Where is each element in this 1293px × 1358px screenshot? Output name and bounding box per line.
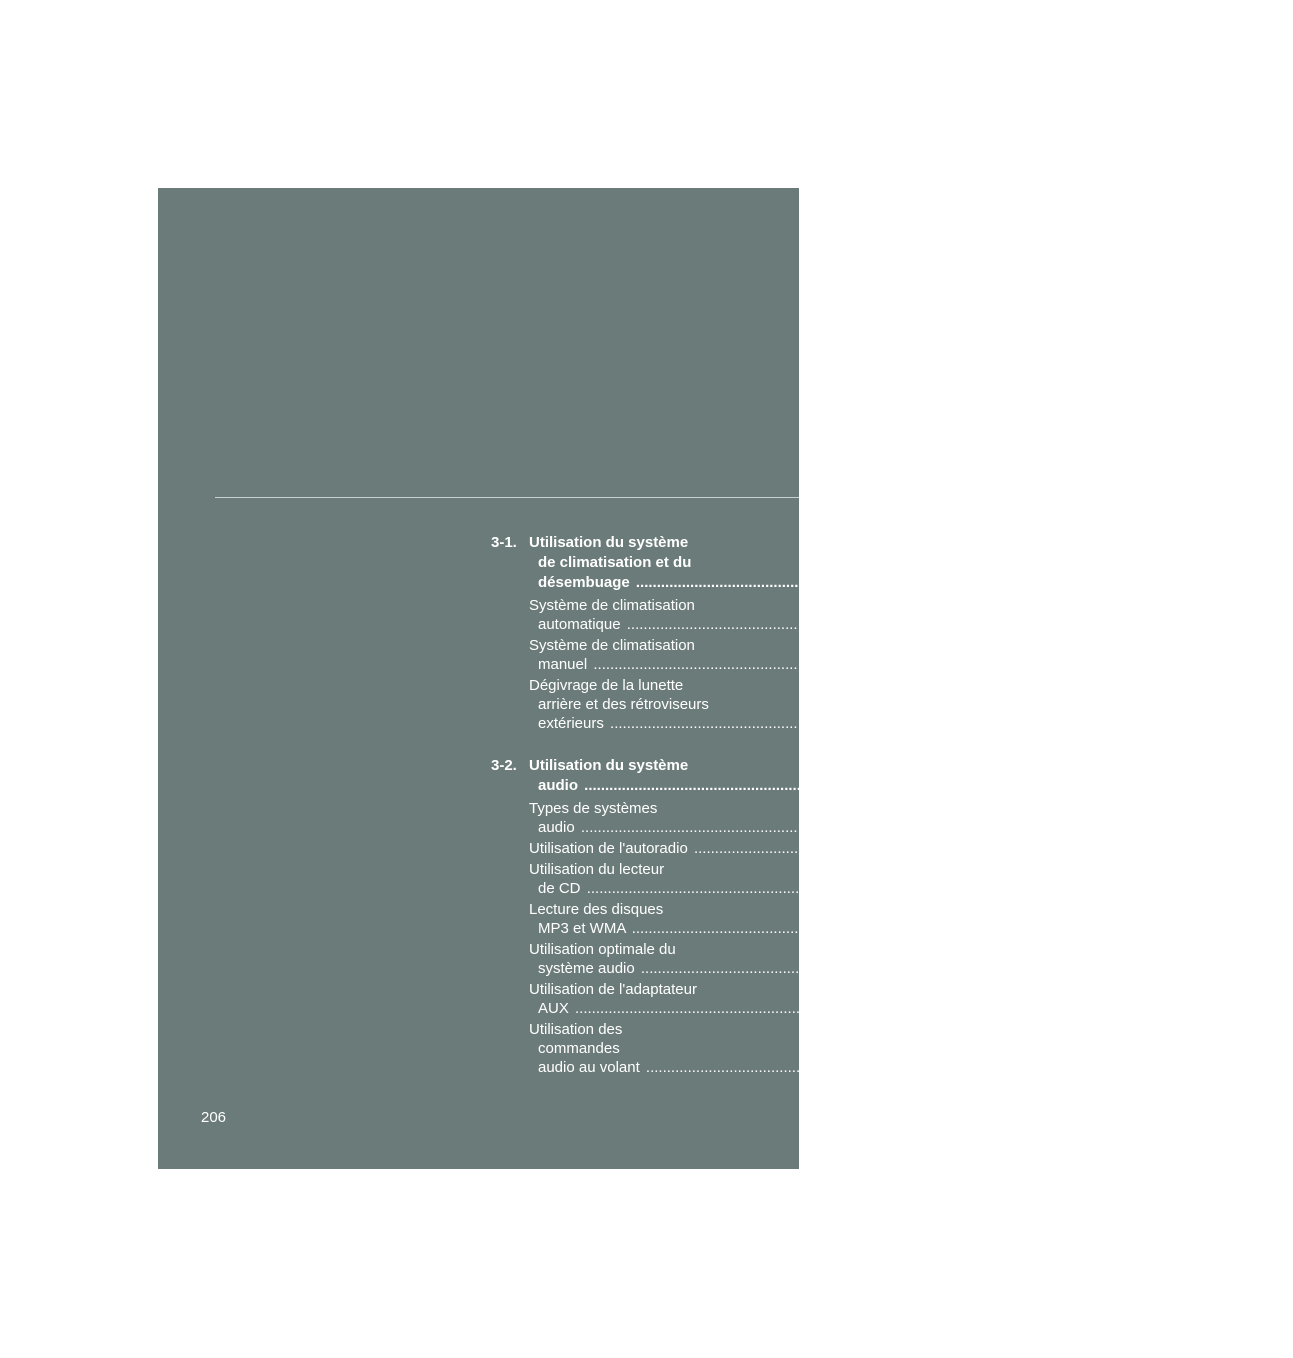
entry-title-line: Système de climatisation — [529, 597, 695, 614]
section-page-number: 208 — [1209, 574, 1235, 591]
entry-page-number: 225 — [1267, 840, 1293, 857]
toc-entry[interactable] — [491, 860, 1186, 898]
leader-dots — [575, 1000, 1142, 1017]
toc-entry[interactable] — [491, 676, 1210, 733]
section-number: 3-2. — [491, 757, 517, 774]
entry-title-line: audio — [538, 819, 575, 836]
entry-title-line: Système de climatisation — [529, 637, 695, 654]
toc-entries-3-2 — [491, 799, 1293, 1077]
toc-entry[interactable] — [491, 799, 1180, 837]
entry-title-line: AUX — [538, 1000, 569, 1017]
leader-dots — [627, 616, 1194, 633]
entry-title-line: système audio — [538, 960, 635, 977]
section-page-number: 222 — [1158, 777, 1184, 794]
leader-dots — [584, 777, 1151, 794]
entry-page-number: 221 — [1183, 715, 1210, 732]
toc-entry[interactable] — [491, 1020, 1245, 1077]
entry-title-line: arrière et des rétroviseurs — [538, 696, 709, 713]
entry-title-line: Utilisation des — [529, 1021, 623, 1038]
entry-page-number: 214 — [1167, 656, 1193, 673]
leader-dots — [646, 1059, 1213, 1076]
divider-line — [215, 497, 799, 498]
toc-entry[interactable] — [491, 940, 1240, 978]
toc-entry[interactable] — [491, 980, 1174, 1018]
entry-title-line: Utilisation du lecteur — [529, 861, 665, 878]
leader-dots — [593, 656, 1160, 673]
toc-section-3-2[interactable] — [491, 756, 1184, 796]
entry-title-line: MP3 et WMA — [538, 920, 626, 937]
entry-title-line: Utilisation de l'adaptateur — [529, 981, 697, 998]
entry-title-line: extérieurs — [538, 715, 604, 732]
toc-entry[interactable] — [491, 636, 1193, 674]
toc-entry[interactable] — [491, 900, 1231, 938]
entry-page-number: 222 — [1154, 819, 1180, 836]
entry-title-line: de CD — [538, 880, 581, 897]
toc-entry[interactable] — [491, 839, 1293, 858]
entry-title-line: Lecture des disques — [529, 901, 664, 918]
section-title-line: audio — [538, 777, 578, 794]
entry-title-line: Dégivrage de la lunette — [529, 677, 684, 694]
entry-title-line: Utilisation de l'autoradio — [529, 840, 688, 857]
toc-section-3-1[interactable] — [491, 533, 1235, 593]
entry-page-number: 249 — [1148, 1000, 1174, 1017]
entry-title-line: manuel — [538, 656, 588, 673]
section-title-line: de climatisation et du — [538, 554, 692, 571]
table-of-contents — [491, 533, 1293, 1100]
leader-dots — [610, 715, 1177, 732]
page-number: 206 — [201, 1109, 227, 1126]
leader-dots — [632, 920, 1199, 937]
entry-page-number: 250 — [1219, 1059, 1245, 1076]
leader-dots — [636, 574, 1203, 591]
leader-dots — [587, 880, 1154, 897]
entry-page-number: 239 — [1205, 920, 1231, 937]
leader-dots — [581, 819, 1148, 836]
leader-dots — [641, 960, 1208, 977]
entry-page-number: 208 — [1200, 616, 1226, 633]
section-number: 3-1. — [491, 534, 517, 551]
entry-page-number: 232 — [1160, 880, 1186, 897]
entry-title-line: commandes — [538, 1040, 620, 1057]
entry-page-number: 247 — [1214, 960, 1240, 977]
leader-dots — [694, 840, 1261, 857]
entry-title-line: Utilisation optimale du — [529, 941, 676, 958]
section-title-line: Utilisation du système — [529, 534, 689, 551]
toc-entries-3-1 — [491, 596, 1226, 733]
entry-title-line: automatique — [538, 616, 621, 633]
entry-title-line: Types de systèmes — [529, 800, 658, 817]
toc-entry[interactable] — [491, 596, 1226, 634]
section-title-line: Utilisation du système — [529, 757, 689, 774]
section-title-line: désembuage — [538, 574, 630, 591]
entry-title-line: audio au volant — [538, 1059, 640, 1076]
